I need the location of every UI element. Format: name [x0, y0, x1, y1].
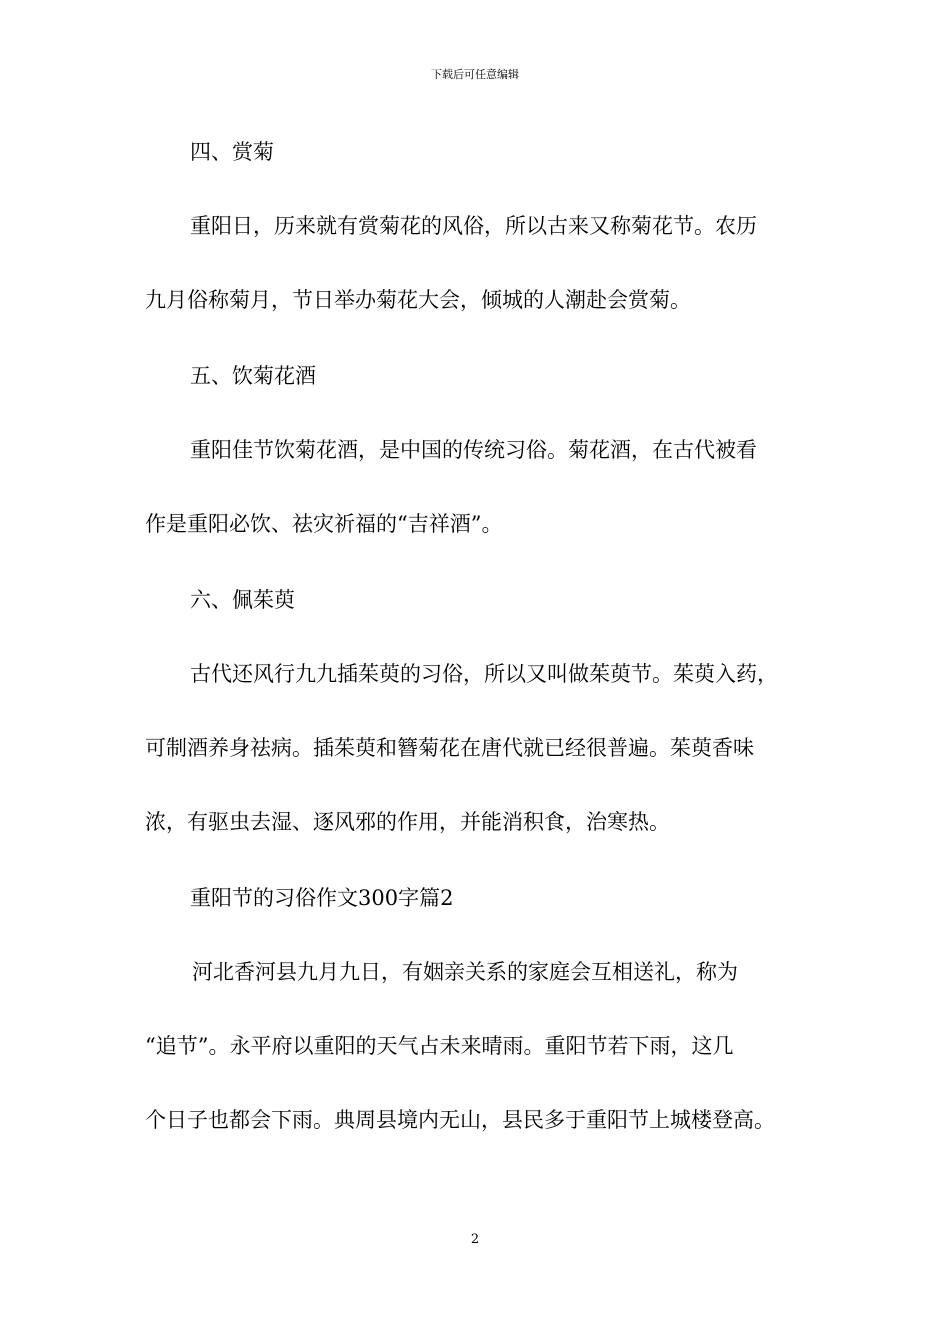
heading-pei-zhu-yu: 六、佩茱萸: [190, 588, 295, 612]
paragraph-line: 重阳日，历来就有赏菊花的风俗，所以古来又称菊花节。农历: [190, 214, 757, 238]
paragraph-line: 作是重阳必饮、祛灾祈福的“吉祥酒”。: [145, 512, 503, 536]
paragraph-line: 可制酒养身祛病。插茱萸和簪菊花在唐代就已经很普遍。茱萸香味: [145, 736, 754, 760]
heading-yin-ju-hua-jiu: 五、饮菊花酒: [190, 364, 316, 388]
paragraph-line: 浓，有驱虫去湿、逐风邪的作用，并能消积食，治寒热。: [145, 810, 670, 834]
section-title: 重阳节的习俗作文300字篇2: [190, 886, 454, 910]
page-number: 2: [470, 1232, 480, 1247]
paragraph-line: 古代还风行九九插茱萸的习俗，所以又叫做茱萸节。茱萸入药，: [190, 662, 778, 686]
paragraph-line: 九月俗称菊月，节日举办菊花大会，倾城的人潮赴会赏菊。: [145, 288, 691, 312]
paragraph-line: 重阳佳节饮菊花酒，是中国的传统习俗。菊花酒，在古代被看: [190, 438, 757, 462]
paragraph-line: 个日子也都会下雨。典周县境内无山，县民多于重阳节上城楼登高。: [145, 1108, 775, 1132]
page-header: 下载后可任意编辑: [431, 68, 519, 81]
heading-shang-ju: 四、赏菊: [190, 140, 274, 164]
paragraph-line: “追节”。永平府以重阳的天气占未来晴雨。重阳节若下雨，这几: [145, 1034, 734, 1058]
paragraph-line: 河北香河县九月九日，有姻亲关系的家庭会互相送礼，称为: [192, 960, 738, 984]
